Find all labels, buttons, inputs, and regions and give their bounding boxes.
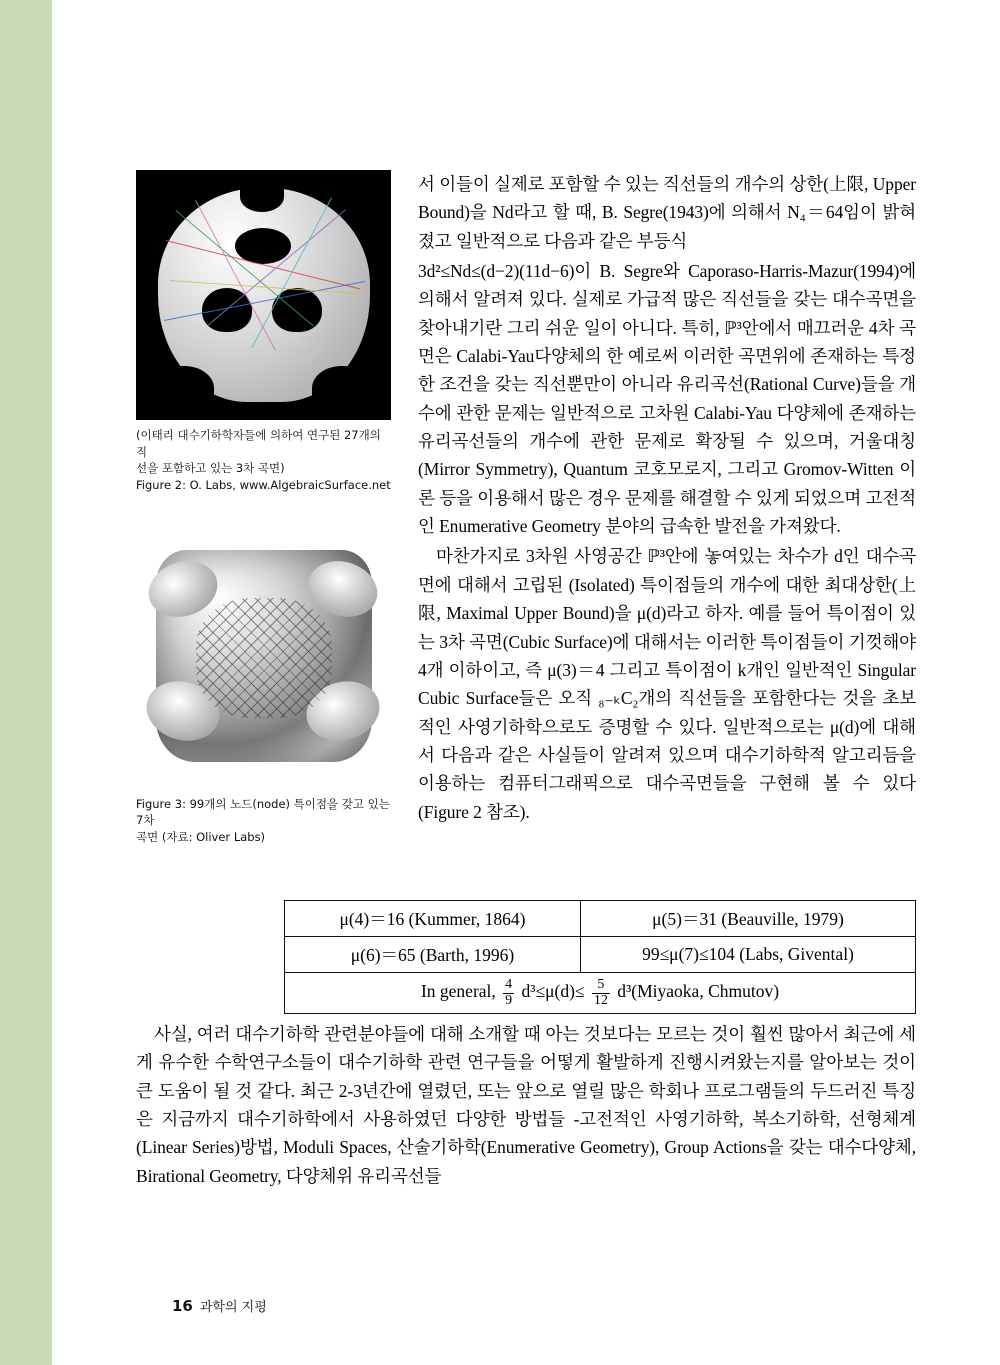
surface-node-mesh — [196, 598, 332, 718]
page-number: 16 — [172, 1297, 193, 1315]
figure-3-image — [136, 528, 391, 786]
fraction-numerator: 5 — [592, 978, 610, 994]
page-sheet — [52, 0, 1000, 1365]
page-footer — [172, 1296, 267, 1315]
mu4-cell: μ(4)＝16 (Kummer, 1864) — [285, 901, 581, 937]
general-bound-cell — [285, 973, 916, 1014]
mu-values-table — [284, 900, 916, 1014]
general-suffix: d³(Miyaoka, Chmutov) — [617, 981, 780, 1002]
mu5-cell: μ(5)＝31 (Beauville, 1979) — [580, 901, 915, 937]
figure-2-caption-korean-1: (이태리 대수기하학자들에 의하여 연구된 27개의 직 — [136, 428, 381, 459]
table-row — [285, 973, 916, 1014]
table-row — [285, 901, 916, 937]
fraction-denominator: 12 — [593, 992, 608, 1008]
bottom-text-block — [136, 1020, 916, 1190]
figures-column — [136, 170, 391, 846]
formula-table-wrapper — [284, 900, 916, 1014]
table-row — [285, 937, 916, 973]
figure-3-caption-line-2: 곡면 (자료: Oliver Labs) — [136, 830, 266, 845]
figure-3-caption — [136, 796, 391, 846]
right-text-column — [418, 170, 916, 826]
fraction-four-ninths — [503, 978, 514, 1008]
fraction-five-twelfths — [592, 978, 610, 1008]
paragraph-4: 사실, 여러 대수기하학 관련분야들에 대해 소개할 때 아는 것보다는 모르는 것이 훨씬 많아서 최근에 세게 유수한 수학연구소들이 대수기하학 관련 연구들을 어떻게 활발하게 진행시켜왔는지를 알아보는 것이 큰 도움이 될 것 같다. 최근 2-3년간에 열렸던, 또는 앞으로 열릴 많은 학회나 프로그램들의 두드러진 특징은 지금까지 대수기하학에서 사용하였던 다양한 방법들 -고전적인 사영기하학, 복소기하학, 선형체계 (Linear Series)방법, Moduli Spaces, 산술기하학(Enumerative Geometry), Group Actions을 갖는 대수다양체, Birational Geometry, 다양체위 유리곡선들 — [136, 1024, 916, 1186]
general-prefix: In general, — [420, 981, 496, 1002]
paragraph-1: 서 이들이 실제로 포함할 수 있는 직선들의 개수의 상한(上限, Upper Bound)을 Nd라고 할 때, B. Segre(1943)에 의해서 N₄＝64임이 밝혀졌고 일반적으로 다음과 같은 부등식 — [418, 174, 916, 251]
surface-notch-bottom-right — [312, 366, 372, 410]
figure-2-caption-source: Figure 2: O. Labs, www.AlgebraicSurface.net — [136, 478, 391, 493]
paragraph-3: 마찬가지로 3차원 사영공간 ℙ³안에 놓여있는 차수가 d인 대수곡면에 대해서 고립된 (Isolated) 특이점들의 개수에 대한 최대상한(上限, Maximal Upper Bound)을 μ(d)라고 하자. 예를 들어 특이점이 있는 3차 곡면(Cubic Surface)에 대해서는 이러한 특이점들이 기껏해야 4개 이하이고, 즉 μ(3)＝4 그리고 특이점이 k개인 일반적인 Singular Cubic Surface들은 오직 ₈₋ₖC₂개의 직선들을 포함한다는 것을 초보적인 사영기하학으로도 증명할 수 있다. 일반적으로는 μ(d)에 대해서 다음과 같은 사실들이 알려져 있으며 대수기하학적 알고리듬을 이용하는 컴퓨터그래픽으로 대수곡면들을 구현해 볼 수 있다 (Figure 2 참조). — [418, 546, 916, 822]
figure-2-image — [136, 170, 391, 420]
figure-3-caption-line-1: Figure 3: 99개의 노드(node) 특이점을 갖고 있는 7차 — [136, 796, 390, 828]
surface-notch-bottom-left — [154, 366, 214, 410]
mu7-cell: 99≤μ(7)≤104 (Labs, Givental) — [580, 937, 915, 973]
figure-2-caption-korean-2: 선을 포함하고 있는 3차 곡면) — [136, 461, 285, 476]
general-left-expression: d³≤μ(d)≤ — [521, 981, 585, 1002]
footer-title: 과학의 지평 — [199, 1300, 267, 1315]
fraction-numerator: 4 — [505, 977, 513, 992]
figure-2-caption — [136, 427, 391, 494]
fraction-denominator: 9 — [505, 992, 513, 1008]
mu6-cell: μ(6)＝65 (Barth, 1996) — [285, 937, 581, 973]
surface-notch-top — [240, 182, 284, 212]
paragraph-2: 3d²≤Nd≤(d−2)(11d−6)이 B. Segre와 Caporaso-Harris-Mazur(1994)에 의해서 알려져 있다. 실제로 가급적 많은 직선들을 갖는 대수곡면을 찾아내기란 그리 쉬운 일이 아니다. 특히, ℙ³안에서 매끄러운 4차 곡면은 Calabi-Yau다양체의 한 예로써 이러한 곡면위에 존재하는 특정한 조건을 갖는 직선뿐만이 아니라 유리곡선(Rational Curve)들을 개수에 관한 문제는 일반적으로 고차원 Calabi-Yau 다양체에 존재하는 유리곡선들의 개수에 관한 문제로 확장될 수 있으며, 거울대칭(Mirror Symmetry), Quantum 코호모로지, 그리고 Gromov-Witten 이론 등을 이용해서 많은 경우 문제를 해결할 수 있게 되었으며 고전적인 Enumerative Geometry 분야의 급속한 발전을 가져왔다. — [418, 261, 916, 537]
